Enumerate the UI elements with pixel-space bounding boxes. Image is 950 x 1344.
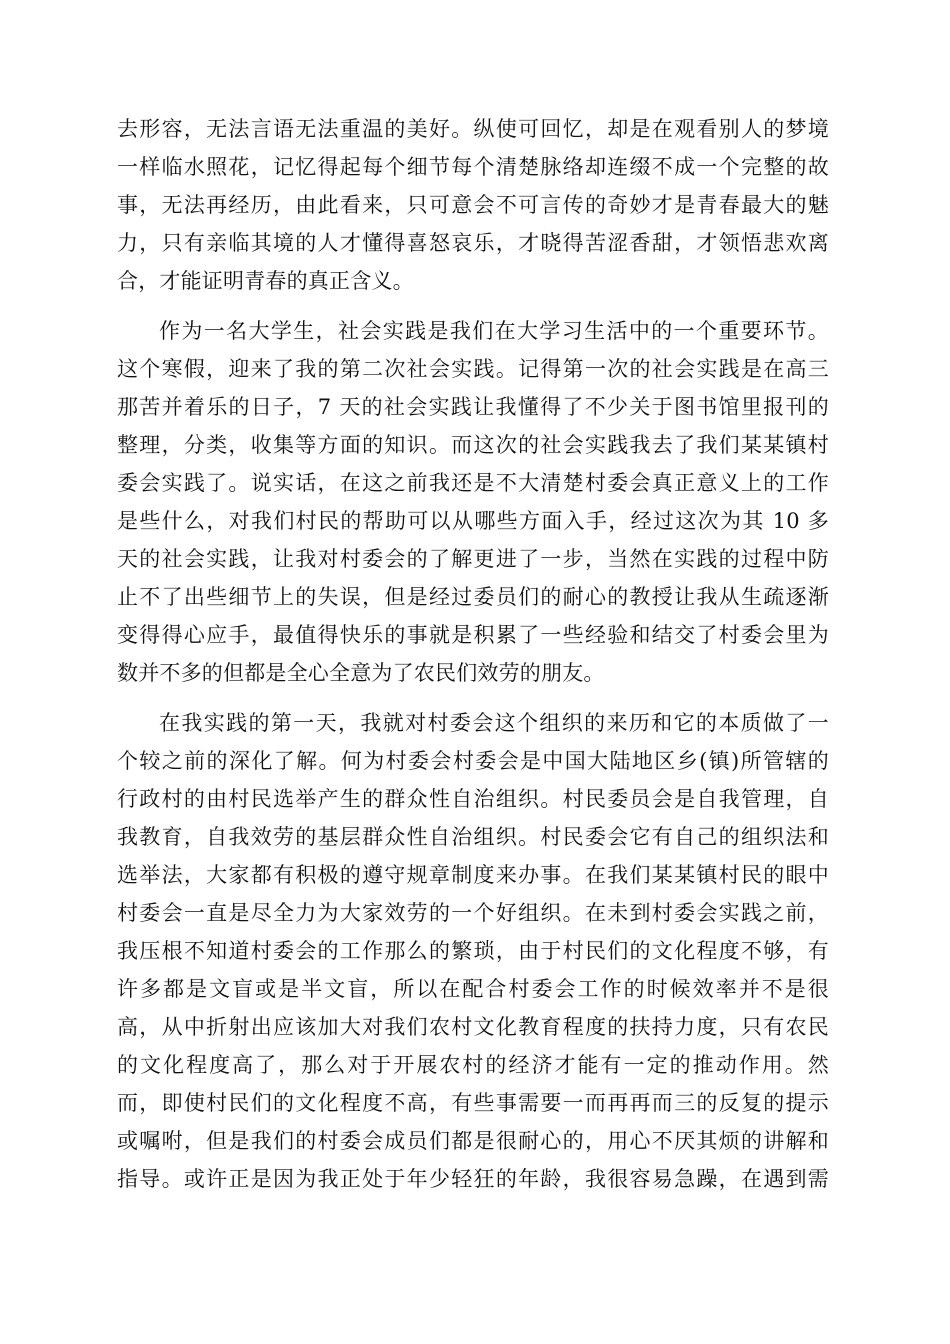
text-line: 村委会一直是尽全力为大家效劳的一个好组织。在未到村委会实践之前， — [117, 901, 829, 925]
text-line: 这个寒假，迎来了我的第二次社会实践。记得第一次的社会实践是在高三 — [117, 357, 829, 381]
text-line: 去形容，无法言语无法重温的美好。纵使可回忆，却是在观看别人的梦境 — [117, 117, 829, 141]
text-line: 个较之前的深化了解。何为村委会村委会是中国大陆地区乡(镇)所管辖的 — [117, 749, 829, 773]
text-line: 是些什么，对我们村民的帮助可以从哪些方面入手，经过这次为其 10 多 — [117, 509, 829, 533]
text-line: 许多都是文盲或是半文盲，所以在配合村委会工作的时候效率并不是很 — [117, 977, 829, 1001]
text-line: 力，只有亲临其境的人才懂得喜怒哀乐，才晓得苦涩香甜，才领悟悲欢离 — [117, 231, 829, 255]
text-line: 那苦并着乐的日子，7 天的社会实践让我懂得了不少关于图书馆里报刊的 — [117, 395, 829, 419]
text-line: 委会实践了。说实话，在这之前我还是不大清楚村委会真正意义上的工作 — [117, 471, 829, 495]
text-line: 我教育，自我效劳的基层群众性自治组织。村民委会它有自己的组织法和 — [117, 825, 829, 849]
text-line: 数并不多的但都是全心全意为了农民们效劳的朋友。 — [117, 661, 605, 685]
text-line: 选举法，大家都有积极的遵守规章制度来办事。在我们某某镇村民的眼中 — [117, 863, 829, 887]
text-line: 或嘱咐，但是我们的村委会成员们都是很耐心的，用心不厌其烦的讲解和 — [117, 1129, 829, 1153]
text-line: 而，即使村民们的文化程度不高，有些事需要一而再再而三的反复的提示 — [117, 1091, 829, 1115]
text-line: 事，无法再经历，由此看来，只可意会不可言传的奇妙才是青春最大的魅 — [117, 193, 829, 217]
text-line: 变得得心应手，最值得快乐的事就是积累了一些经验和结交了村委会里为 — [117, 623, 829, 647]
text-line: 的文化程度高了，那么对于开展农村的经济才能有一定的推动作用。然 — [117, 1053, 829, 1077]
text-line: 高，从中折射出应该加大对我们农村文化教育程度的扶持力度，只有农民 — [117, 1015, 829, 1039]
text-line: 一样临水照花，记忆得起每个细节每个清楚脉络却连缀不成一个完整的故 — [117, 155, 829, 179]
text-line: 整理，分类，收集等方面的知识。而这次的社会实践我去了我们某某镇村 — [117, 433, 829, 457]
text-line: 合，才能证明青春的真正含义。 — [117, 269, 414, 293]
paragraph-first-line: 在我实践的第一天，我就对村委会这个组织的来历和它的本质做了一 — [159, 711, 829, 735]
text-line: 行政村的由村民选举产生的群众性自治组织。村民委员会是自我管理，自 — [117, 787, 829, 811]
text-line: 天的社会实践，让我对村委会的了解更进了一步，当然在实践的过程中防 — [117, 547, 829, 571]
text-line: 指导。或许正是因为我正处于年少轻狂的年龄，我很容易急躁，在遇到需 — [117, 1167, 829, 1191]
text-line: 止不了出些细节上的失误，但是经过委员们的耐心的教授让我从生疏逐渐 — [117, 585, 829, 609]
paragraph-first-line: 作为一名大学生，社会实践是我们在大学习生活中的一个重要环节。 — [159, 319, 829, 343]
text-line: 我压根不知道村委会的工作那么的繁琐，由于村民们的文化程度不够，有 — [117, 939, 829, 963]
